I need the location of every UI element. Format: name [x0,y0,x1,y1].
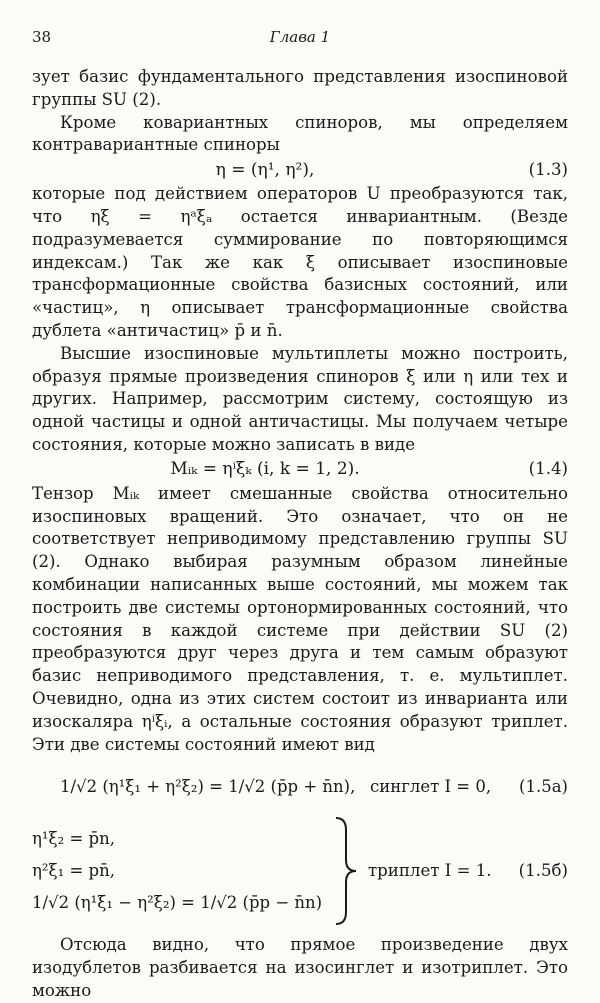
equation-expression: η = (η¹, η²), [215,159,315,180]
paragraph: Высшие изоспиновые мультиплеты можно построить, образуя прямые произведения спиноров ξ или η или тех и других. Например, рассмотрим систему, состоящую из одной частицы и одной античастицы. Мы получаем четыре состояния, которые можно записать в виде [32,343,568,454]
equation-1-5b [32,816,568,926]
equation-line: η²ξ₁ = pn̄, [32,861,115,881]
equation-1-5a [32,764,568,810]
page-number: 38 [32,28,52,46]
paragraph: Кроме ковариантных спиноров, мы определяем контравариантные спиноры [32,112,568,155]
equation-label: синглет I = 0, [370,776,492,796]
paragraph: Тензор Mᵢₖ имеет смешанные свойства относительно изоспиновых вращений. Это означает, что он не соответствует неприводимому представлению группы SU (2). Однако выбирая разумным образом линейные комбинации написанных выше состояний, мы можем так построить две системы ортонормированных состояний, что состояния в каждой системе при действии SU (2) преобразуются друг через друга и тем самым образуют базис неприводимого представления, т. е. мультиплет. Очевидно, одна из этих систем состоит из инварианта или изоскаляра ηⁱξᵢ, а остальные состояния образуют триплет. Эти две системы состояний имеют вид [32,483,568,754]
equation-number: (1.4) [528,459,568,479]
running-head: Глава 1 [269,28,331,46]
page-body [32,66,568,1003]
paragraph: зует базис фундаментального представления изоспиновой группы SU (2). [32,67,568,109]
right-brace-icon [332,816,360,926]
equation-expression: 1/√2 (η¹ξ₁ + η²ξ₂) = 1/√2 (p̄p + n̄n), [60,776,356,796]
paragraph: которые под действием операторов U преобразуются так, что ηξ = ηᵃξₐ остается инвариантным. (Везде подразумевается суммирование по повторяющимся индексам.) Так же как ξ описывает изоспиновые трансформационные свойства базисных состояний, или «частиц», η описывает трансформационные свойства дублета «античастиц» p̄ и n̄. [32,184,568,340]
equation-line: 1/√2 (η¹ξ₁ − η²ξ₂) = 1/√2 (p̄p − n̄n) [32,893,323,913]
equation-number: (1.5а) [519,776,568,796]
equation-system [32,823,332,919]
equation-expression: Mᵢₖ = ηⁱξₖ (i, k = 1, 2). [170,459,360,480]
equation-label: триплет I = 1. [368,860,492,880]
equation-line: η¹ξ₂ = p̄n, [32,829,115,849]
page-header [32,28,568,52]
equation-1-3 [32,157,568,183]
equation-1-4 [32,457,568,483]
equation-number: (1.3) [528,159,568,179]
equation-number: (1.5б) [518,860,568,880]
paragraph: Отсюда видно, что прямое произведение двух изодублетов разбивается на изосинглет и изотриплет. Это можно [32,935,568,1000]
